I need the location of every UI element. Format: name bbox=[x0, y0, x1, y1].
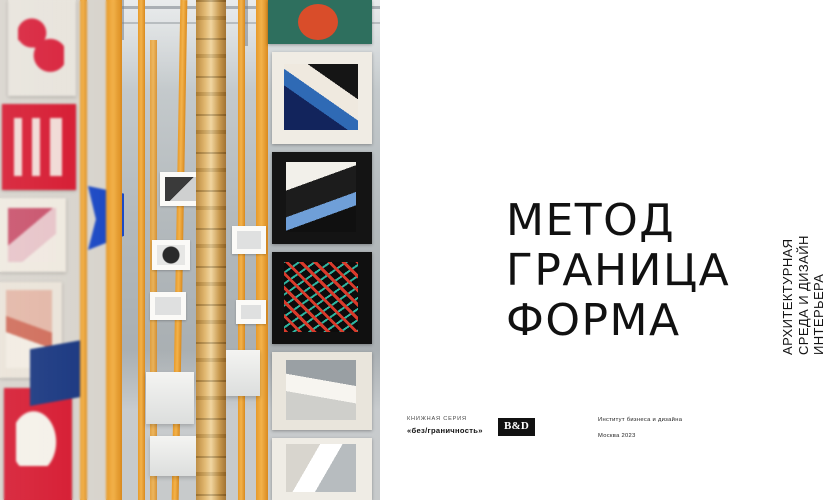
poster-artwork bbox=[272, 352, 372, 430]
series-name: «без/граничность» bbox=[407, 426, 483, 435]
orange-pole bbox=[80, 0, 87, 500]
display-plinth bbox=[226, 350, 260, 396]
poster-artwork bbox=[272, 152, 372, 244]
framed-print bbox=[232, 226, 266, 254]
cover-footer bbox=[380, 404, 759, 464]
poster-artwork bbox=[268, 0, 372, 44]
place-and-year: Москва 2023 bbox=[598, 433, 636, 439]
cover-text-area bbox=[380, 0, 826, 500]
orange-pole bbox=[150, 40, 157, 500]
blue-panel-accent bbox=[30, 340, 82, 406]
orange-pole bbox=[138, 0, 145, 500]
carved-wooden-column bbox=[196, 0, 226, 500]
exhibition-hall-photograph bbox=[0, 0, 380, 500]
poster-artwork bbox=[8, 0, 76, 96]
framed-print bbox=[152, 240, 190, 270]
vertical-subtitle: АРХИТЕКТУРНАЯ СРЕДА И ДИЗАЙН ИНТЕРЬЕРА bbox=[780, 235, 826, 355]
poster-column-left bbox=[0, 0, 108, 500]
bd-logo: B&D bbox=[498, 418, 535, 436]
poster-artwork bbox=[2, 104, 76, 190]
poster-artwork bbox=[272, 52, 372, 144]
orange-pole bbox=[106, 0, 122, 500]
title-line-1: МЕТОД bbox=[506, 195, 676, 246]
framed-print bbox=[236, 300, 266, 324]
title-line-3: ФОРМА bbox=[506, 295, 681, 346]
poster-artwork bbox=[272, 252, 372, 344]
framed-print bbox=[150, 292, 186, 320]
poster-artwork bbox=[0, 198, 66, 272]
poster-artwork bbox=[272, 438, 372, 500]
publisher-block bbox=[598, 417, 748, 439]
poster-artwork bbox=[4, 388, 72, 500]
display-plinth bbox=[146, 372, 194, 424]
series-kicker: КНИЖНАЯ СЕРИЯ bbox=[407, 416, 467, 422]
title-line-2: ГРАНИЦА bbox=[506, 245, 731, 296]
publisher-name: Институт бизнеса и дизайна bbox=[598, 417, 683, 423]
page-title bbox=[506, 196, 796, 346]
